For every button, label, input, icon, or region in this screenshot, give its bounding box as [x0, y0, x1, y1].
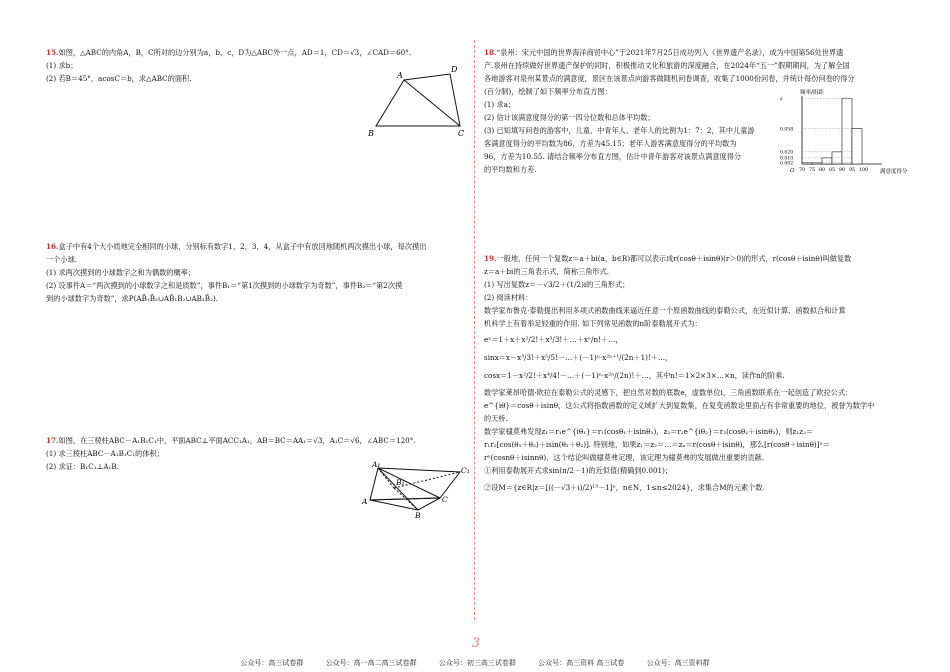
question-stem-continued: 产.泉州在持续做好世界遗产保护的同时，积极推动文化和旅游的深度融合，在2024年“五一”假期期间，为了解全国 — [484, 61, 850, 70]
point-label: C — [458, 129, 464, 138]
sub-question-2: ②设M＝{z∈R|z＝[((－√3＋i)/2)¹³－1]ⁿ，n∈N，1≤n≤2024}，求集合M的元素个数. — [484, 483, 765, 492]
material-text: 数学家莱昂哈德·欧拉在泰勒公式的灵感下，把自然对数的底数e，虚数单位i，三角函数联系在一起创造了欧拉公式： — [484, 388, 853, 397]
material-text: 的天桥. — [484, 414, 508, 423]
footer-text: 公众号：高三试卷群 — [240, 659, 304, 667]
question-part-3: (3) 已知填写问卷的游客中，儿童、中青年人、老年人的比例为1：7：2，其中儿童游 — [484, 126, 755, 135]
footer — [0, 658, 950, 668]
question-part-1: (1) 求a； — [484, 100, 516, 109]
page-number: 3 — [471, 636, 481, 651]
x-tick-label: 80 — [819, 168, 826, 173]
histogram-bar — [822, 158, 832, 164]
column-divider — [474, 40, 475, 620]
material-text: 数学家棣莫弗发现z₁＝r₁e^{iθ₁}＝r₁(cosθ₁＋isinθ₁)，z₂＝r₂e^{iθ₂}＝r₂(cosθ₂＋isinθ₂)，则z₁z₂＝ — [484, 427, 814, 436]
material-text: rⁿ(cosnθ＋isinnθ)，这个结论叫做棣莫弗定理，该定理为棣莫弗的发展做出重要的贡献. — [484, 453, 765, 462]
taylor-formula-sin: sinx＝x－x³/3!＋x⁵/5!－…＋(－1)ⁿ·x²ⁿ⁺¹/(2n＋1)!＋…， — [484, 353, 673, 362]
x-tick-label: 95 — [849, 168, 856, 173]
x-axis-label: 满意度得分 — [880, 169, 908, 174]
question-number: 17. — [46, 436, 59, 445]
question-number: 18. — [484, 48, 497, 57]
sub-question-1: ①利用泰勒展开式求sin(π/2－1)的近似值(精确到0.001)； — [484, 466, 673, 475]
question-part-1: (1) 求三棱柱ABC－A₁B₁C₁的体积； — [46, 449, 164, 458]
question-16 — [46, 240, 464, 305]
histogram-bar — [842, 98, 852, 164]
taylor-formula-cos: cosx＝1－x²/2!＋x⁴/4!－…＋(－1)ⁿ·x²ⁿ/(2n)!＋…，其中n!＝1×2×3×…×n，读作n的阶乘. — [484, 371, 785, 380]
question-stem-continued: z＝a＋bi的三角表示式，简称三角形式. — [484, 267, 610, 276]
material-text: r₁r₂[cos(θ₁＋θ₂)＋isin(θ₁＋θ₂)]. 特别地，如果z₁＝z₂＝…＝zₙ＝r(cosθ＋isinθ)，那么[r(cosθ＋isinθ)]ⁿ＝ — [484, 440, 830, 449]
point-label: B — [368, 129, 374, 138]
question-17 — [46, 434, 470, 518]
question-stem: 盒子中有4个大小质地完全相同的小球，分别标有数字1，2，3，4，从盒子中有放回地随机两次摸出小球，每次摸出 — [58, 242, 427, 251]
question-part-3-continued: 的平均数和方差. — [484, 165, 537, 174]
point-label: B₁ — [396, 478, 405, 487]
y-tick-label: 0.058 — [780, 127, 794, 133]
material-text: e^{iθ}＝cosθ＋isinθ，这公式将指数函数的定义域扩大到复数集，在复变函数论里面占有非常重要的地位，被誉为数学中 — [484, 401, 875, 410]
question-stem-continued: 一个小球. — [46, 255, 78, 264]
question-part-3-continued: 客满意度得分的平均数为86，方差为45.15；老年人游客满意度得分的平均数为 — [484, 139, 737, 148]
point-label: C — [442, 495, 448, 504]
material-text: 机科学上有着举足轻重的作用. 如下列常见函数的n阶泰勒展开式为： — [484, 319, 702, 328]
y-tick-label: a — [780, 97, 783, 103]
y-tick-label: 0.020 — [780, 150, 794, 156]
question-stem: “泉州：宋元中国的世界海洋商贸中心”于2021年7月25日成功列入《世界遗产名录》，成为中国第56处世界遗 — [496, 48, 844, 57]
point-label: C₁ — [461, 466, 470, 475]
y-axis-label: 频率/组距 — [800, 90, 824, 96]
question-part-2: (2) 若B＝45°，acosC＝b，求△ABC的面积. — [46, 74, 192, 83]
point-label: B — [415, 511, 421, 518]
question-19 — [484, 252, 924, 494]
point-label: A — [362, 497, 368, 506]
question-part-3-continued: 96，方差为10.55. 请结合频率分布直方图，估计中青年游客对该景点满意度得分 — [484, 152, 742, 161]
frequency-histogram — [780, 86, 920, 174]
footer-text: 公众号：高三资料群 — [646, 659, 710, 667]
question-stem-continued: 各地游客对泉州某景点的满意度，景区在该景点向游客做随机问卷调查，收集了1000份问卷，并统计每份问卷的得分 — [484, 74, 855, 83]
question-stem: 如图，△ABC的内角A，B，C所对的边分别为a，b，c，D为△ABC外一点，AD＝1，CD＝√3，∠CAD＝60°. — [58, 48, 412, 57]
origin-label: O — [790, 168, 795, 174]
prism-figure — [356, 458, 476, 518]
x-tick-label: 85 — [829, 168, 836, 173]
x-tick-label: 100 — [859, 168, 869, 173]
material-text: 数学家布鲁克·泰勒提出利用多项式函数曲线来逼近任意一个原函数曲线的泰勒公式，在近似计算、函数拟合和计算 — [484, 306, 846, 315]
question-part-2-continued: 到的小球数字为奇数”，求P(AB̄₁B̄₂∪AB̄₁B₂∪AB₁B̄₂). — [46, 294, 219, 303]
footer-text: 公众号：初三高三试卷群 — [438, 659, 516, 667]
footer-text: 公众号：高三资料 高三试卷 — [538, 659, 625, 667]
point-label: A₁ — [372, 460, 381, 469]
question-stem-continued: (百分制)，绘制了如下频率分布直方图： — [484, 87, 612, 96]
question-18 — [484, 46, 924, 176]
question-part-2: (2) 估计该满意度得分的第一四分位数和总体平均数； — [484, 113, 655, 122]
question-part-2: (2) 求证：B₁C₁⊥A₁B. — [46, 462, 119, 471]
x-tick-label: 70 — [799, 168, 806, 173]
question-part-1: (1) 求两次摸到的小球数字之和为偶数的概率； — [46, 268, 196, 277]
x-tick-label: 90 — [839, 168, 846, 173]
taylor-formula-exp: eˣ＝1＋x＋x²/2!＋x³/3!＋…＋xⁿ/n!＋…， — [484, 335, 623, 344]
point-label: A — [397, 71, 403, 80]
question-part-2: (2) 设事件A＝“两次摸到的小球数字之和是质数”，事件B₁＝“第1次摸到的小球数字为奇数”，事件B₂＝“第2次摸 — [46, 281, 403, 290]
question-number: 15. — [46, 48, 59, 57]
x-tick-label: 75 — [809, 168, 816, 173]
question-number: 16. — [46, 242, 59, 251]
point-label: D — [451, 65, 458, 74]
triangle-figure — [364, 62, 464, 142]
y-tick-label: 0.010 — [780, 156, 794, 162]
footer-text: 公众号：高一高二高三试卷群 — [325, 659, 417, 667]
histogram-bar — [852, 129, 862, 164]
question-part-1: (1) 求b； — [46, 61, 78, 70]
question-number: 19. — [484, 254, 497, 263]
question-15 — [46, 46, 464, 138]
question-part-1: (1) 写出复数z＝－√3/2＋(1/2)i的三角形式； — [484, 280, 630, 289]
question-part-2: (2) 阅读材料： — [484, 293, 533, 302]
question-stem: 一般地，任何一个复数z＝a＋bi(a，b∈R)都可以表示成r(cosθ＋isinθ)(r＞0)的形式，r(cosθ＋isinθ)叫做复数 — [496, 254, 852, 263]
question-stem: 如图，在三棱柱ABC－A₁B₁C₁中，平面ABC⊥平面ACC₁A₁，AB＝BC＝AA₁＝√3，A₁C＝√6，∠ABC＝120°. — [58, 436, 416, 445]
y-tick-label: 0.002 — [780, 161, 794, 167]
